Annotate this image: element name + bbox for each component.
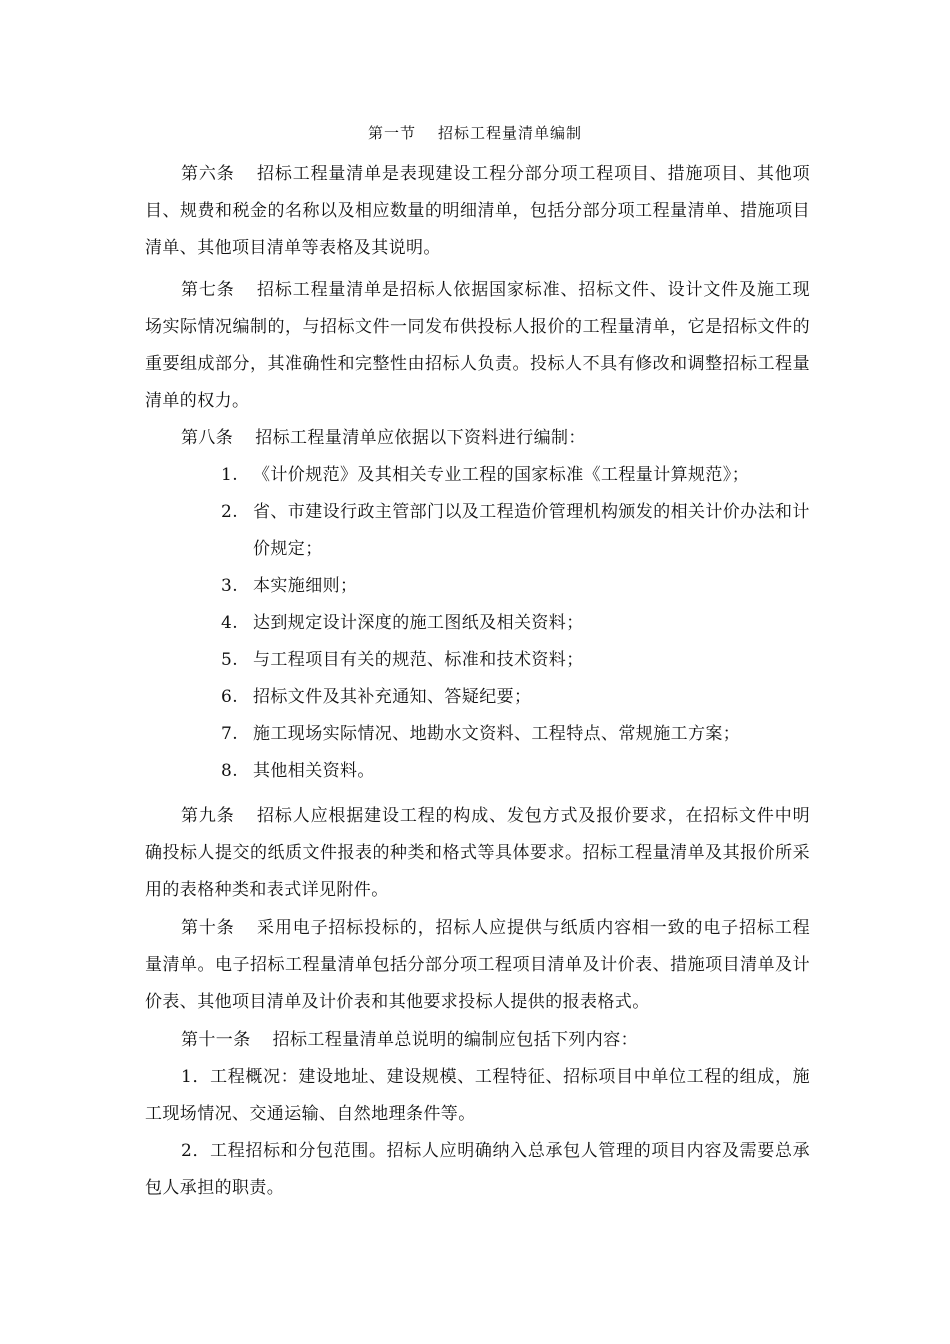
list-item: [145, 494, 810, 568]
section-heading: [0, 122, 950, 143]
list-item-number: 6.: [221, 687, 239, 707]
article-6: [145, 156, 810, 267]
list-item: [145, 457, 810, 494]
list-item: [145, 753, 810, 790]
list-item: [145, 568, 810, 605]
list-item: [145, 716, 810, 753]
list-item-number: 1.: [221, 465, 239, 485]
section-title: 招标工程量清单编制: [438, 124, 583, 142]
article-11-label: 第十一条: [181, 1030, 251, 1050]
article-10: [145, 910, 810, 1021]
list-item-text: 其他相关资料。: [253, 761, 375, 781]
list-item-number: 3.: [221, 576, 239, 596]
article-7-text: 招标工程量清单是招标人依据国家标准、招标文件、设计文件及施工现场实际情况编制的，与招标文件一同发布供投标人报价的工程量清单，它是招标文件的重要组成部分，其准确性和完整性由招标人负责。投标人不具有修改和调整招标工程量清单的权力。: [145, 280, 810, 411]
article-11: [145, 1022, 810, 1059]
article-8-label: 第八条: [181, 428, 234, 448]
article-6-text: 招标工程量清单是表现建设工程分部分项工程项目、措施项目、其他项目、规费和税金的名称以及相应数量的明细清单，包括分部分项工程量清单、措施项目清单、其他项目清单等表格及其说明。: [145, 164, 810, 258]
article-11-item-1-text: 工程概况：建设地址、建设规模、工程特征、招标项目中单位工程的组成，施工现场情况、交通运输、自然地理条件等。: [145, 1067, 810, 1124]
article-10-label: 第十条: [181, 918, 235, 938]
list-item-number: 5.: [221, 650, 239, 670]
article-11-item-1: [145, 1059, 810, 1133]
list-item: [145, 642, 810, 679]
article-11-item-2-text: 工程招标和分包范围。招标人应明确纳入总承包人管理的项目内容及需要总承包人承担的职责。: [145, 1141, 810, 1198]
list-item: [145, 605, 810, 642]
article-9-label: 第九条: [181, 806, 235, 826]
article-11-item-2-number: 2．: [181, 1141, 211, 1161]
article-11-item-2: [145, 1133, 810, 1207]
article-11-text: 招标工程量清单总说明的编制应包括下列内容：: [272, 1030, 639, 1050]
list-item-text: 与工程项目有关的规范、标准和技术资料；: [253, 650, 584, 670]
list-item: [145, 679, 810, 716]
article-9: [145, 798, 810, 909]
article-8: [145, 420, 810, 457]
list-item-text: 达到规定设计深度的施工图纸及相关资料；: [253, 613, 584, 633]
list-item-number: 2.: [221, 502, 239, 522]
article-6-label: 第六条: [181, 164, 235, 184]
section-number: 第一节: [367, 124, 416, 142]
article-9-text: 招标人应根据建设工程的构成、发包方式及报价要求，在招标文件中明确投标人提交的纸质文件报表的种类和格式等具体要求。招标工程量清单及其报价所采用的表格种类和表式详见附件。: [145, 806, 810, 900]
list-item-text: 施工现场实际情况、地勘水文资料、工程特点、常规施工方案；: [253, 724, 741, 744]
article-10-text: 采用电子招标投标的，招标人应提供与纸质内容相一致的电子招标工程量清单。电子招标工程量清单包括分部分项工程项目清单及计价表、措施项目清单及计价表、其他项目清单及计价表和其他要求投标人提供的报表格式。: [145, 918, 810, 1012]
article-8-list: [145, 457, 810, 790]
list-item-text: 《计价规范》及其相关专业工程的国家标准《工程量计算规范》；: [253, 465, 750, 485]
list-item-number: 8.: [221, 761, 239, 781]
list-item-text: 本实施细则；: [253, 576, 358, 596]
article-11-item-1-number: 1．: [181, 1067, 211, 1087]
list-item-number: 4.: [221, 613, 239, 633]
list-item-number: 7.: [221, 724, 239, 744]
list-item-text: 招标文件及其补充通知、答疑纪要；: [253, 687, 532, 707]
article-7-label: 第七条: [181, 280, 235, 300]
article-7: [145, 272, 810, 420]
list-item-text: 省、市建设行政主管部门以及工程造价管理机构颁发的相关计价办法和计价规定；: [253, 502, 810, 559]
article-8-text: 招标工程量清单应依据以下资料进行编制：: [255, 428, 586, 448]
